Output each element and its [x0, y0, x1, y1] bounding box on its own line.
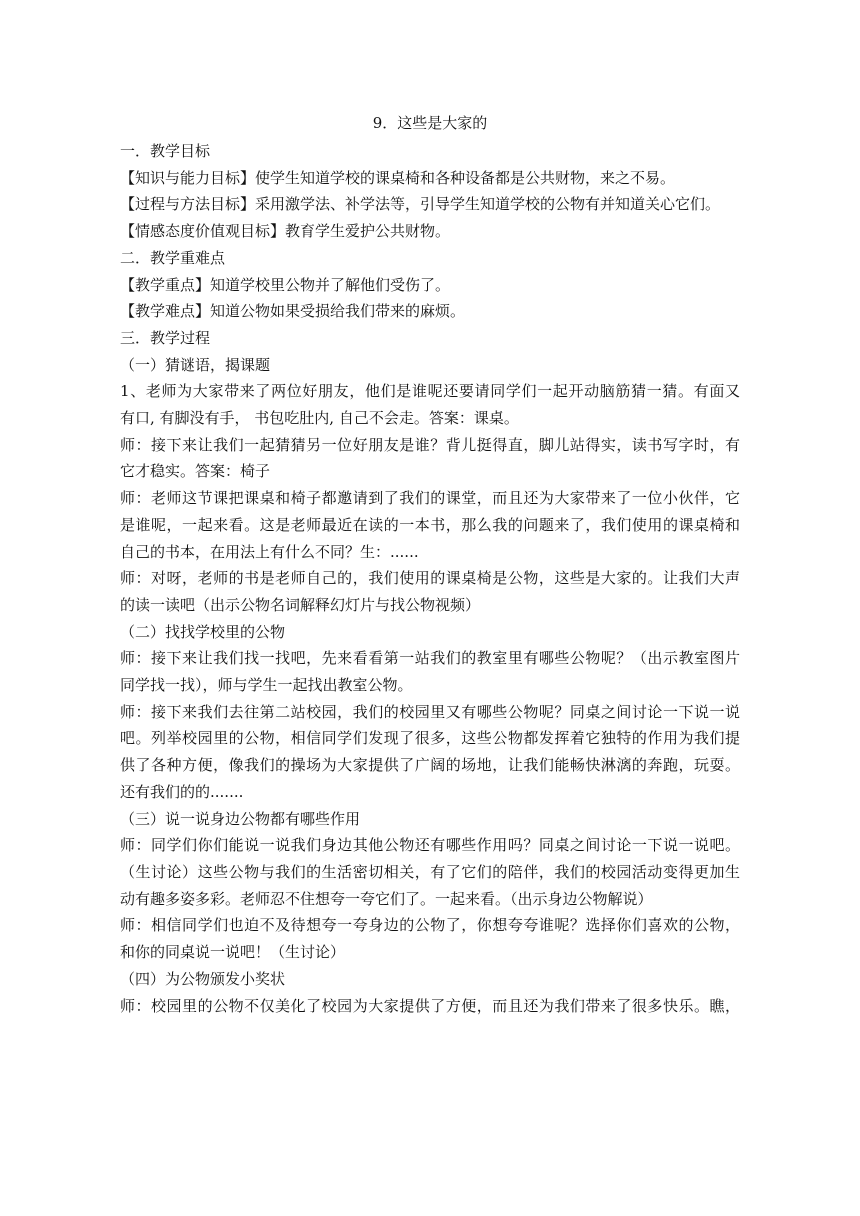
- paragraph-line: 师：接下来让我们一起猜猜另一位好朋友是谁？背儿挺得直，脚儿站得实，读书写字时，有: [120, 435, 740, 454]
- paragraph-line: 同学找一找），师与学生一起找出教室公物。: [120, 676, 413, 695]
- document-body: [120, 112, 740, 1019]
- paragraph-line: 供了各种方便，像我们的操场为大家提供了广阔的场地，让我们能畅快淋漓的奔跑，玩耍。: [120, 756, 740, 775]
- paragraph-line: 和你的同桌说一说吧！（生讨论）: [120, 943, 346, 962]
- paragraph-line: 它才稳实。答案：椅子: [120, 462, 271, 481]
- section-heading-key-points: 二．教学重难点: [120, 248, 226, 267]
- paragraph-line: 师：相信同学们也迫不及待想夸一夸身边的公物了，你想夸夸谁呢？选择你们喜欢的公物，: [120, 916, 740, 935]
- paragraph-line: （生讨论）这些公物与我们的生活密切相关，有了它们的陪伴，我们的校园活动变得更加生: [120, 862, 740, 881]
- subsection-heading: （一）猜谜语，揭课题: [120, 355, 271, 374]
- subsection-heading: （二）找找学校里的公物: [120, 622, 286, 641]
- paragraph-line: 自己的书本，在用法上有什么不同？生：......: [120, 542, 419, 561]
- paragraph-line: 还有我们的的.......: [120, 782, 244, 801]
- paragraph-line: 【教学难点】知道公物如果受损给我们带来的麻烦。: [120, 302, 466, 321]
- paragraph-line: 1、老师为大家带来了两位好朋友，他们是谁呢还要请同学们一起开动脑筋猜一猜。有面又: [120, 382, 740, 401]
- paragraph-line: 【教学重点】知道学校里公物并了解他们受伤了。: [120, 275, 451, 294]
- paragraph-line: 【知识与能力目标】使学生知道学校的课桌椅和各种设备都是公共财物，来之不易。: [120, 168, 676, 187]
- paragraph-line: 【过程与方法目标】采用激学法、补学法等，引导学生知道学校的公物有并知道关心它们。: [120, 195, 721, 214]
- subsection-heading: （三）说一说身边公物都有哪些作用: [120, 809, 361, 828]
- paragraph-line: 师：同学们你们能说一说我们身边其他公物还有哪些作用吗？同桌之间讨论一下说一说吧。: [120, 836, 740, 855]
- paragraph-line: 是谁呢，一起来看。这是老师最近在读的一本书，那么我的问题来了，我们使用的课桌椅和: [120, 515, 740, 534]
- section-heading-process: 三．教学过程: [120, 328, 211, 347]
- paragraph-line: 师：接下来让我们找一找吧，先来看看第一站我们的教室里有哪些公物呢？（出示教室图片: [120, 649, 740, 668]
- section-heading-objectives: 一．教学目标: [120, 142, 211, 160]
- paragraph-line: 师：校园里的公物不仅美化了校园为大家提供了方便，而且还为我们带来了很多快乐。瞧，: [120, 996, 740, 1015]
- subsection-heading: （四）为公物颁发小奖状: [120, 969, 286, 988]
- paragraph-line: 动有趣多姿多彩。老师忍不住想夸一夸它们了。一起来看。（出示身边公物解说）: [120, 889, 653, 908]
- document-title: 9．这些是大家的: [372, 114, 488, 132]
- paragraph-line: 吧。列举校园里的公物，相信同学们发现了很多，这些公物都发挥着它独特的作用为我们提: [120, 729, 740, 748]
- paragraph-line: 有口, 有脚没有手， 书包吃肚内, 自己不会走。答案：课桌。: [120, 409, 519, 428]
- paragraph-line: 【情感态度价值观目标】教育学生爱护公共财物。: [120, 222, 451, 241]
- paragraph-line: 师：接下来我们去往第二站校园，我们的校园里又有哪些公物呢？同桌之间讨论一下说一说: [120, 702, 740, 721]
- paragraph-line: 的读一读吧（出示公物名词解释幻灯片与找公物视频）: [120, 595, 481, 614]
- paragraph-line: 师：老师这节课把课桌和椅子都邀请到了我们的课堂，而且还为大家带来了一位小伙伴，它: [120, 489, 740, 508]
- paragraph-line: 师：对呀，老师的书是老师自己的，我们使用的课桌椅是公物，这些是大家的。让我们大声: [120, 569, 740, 588]
